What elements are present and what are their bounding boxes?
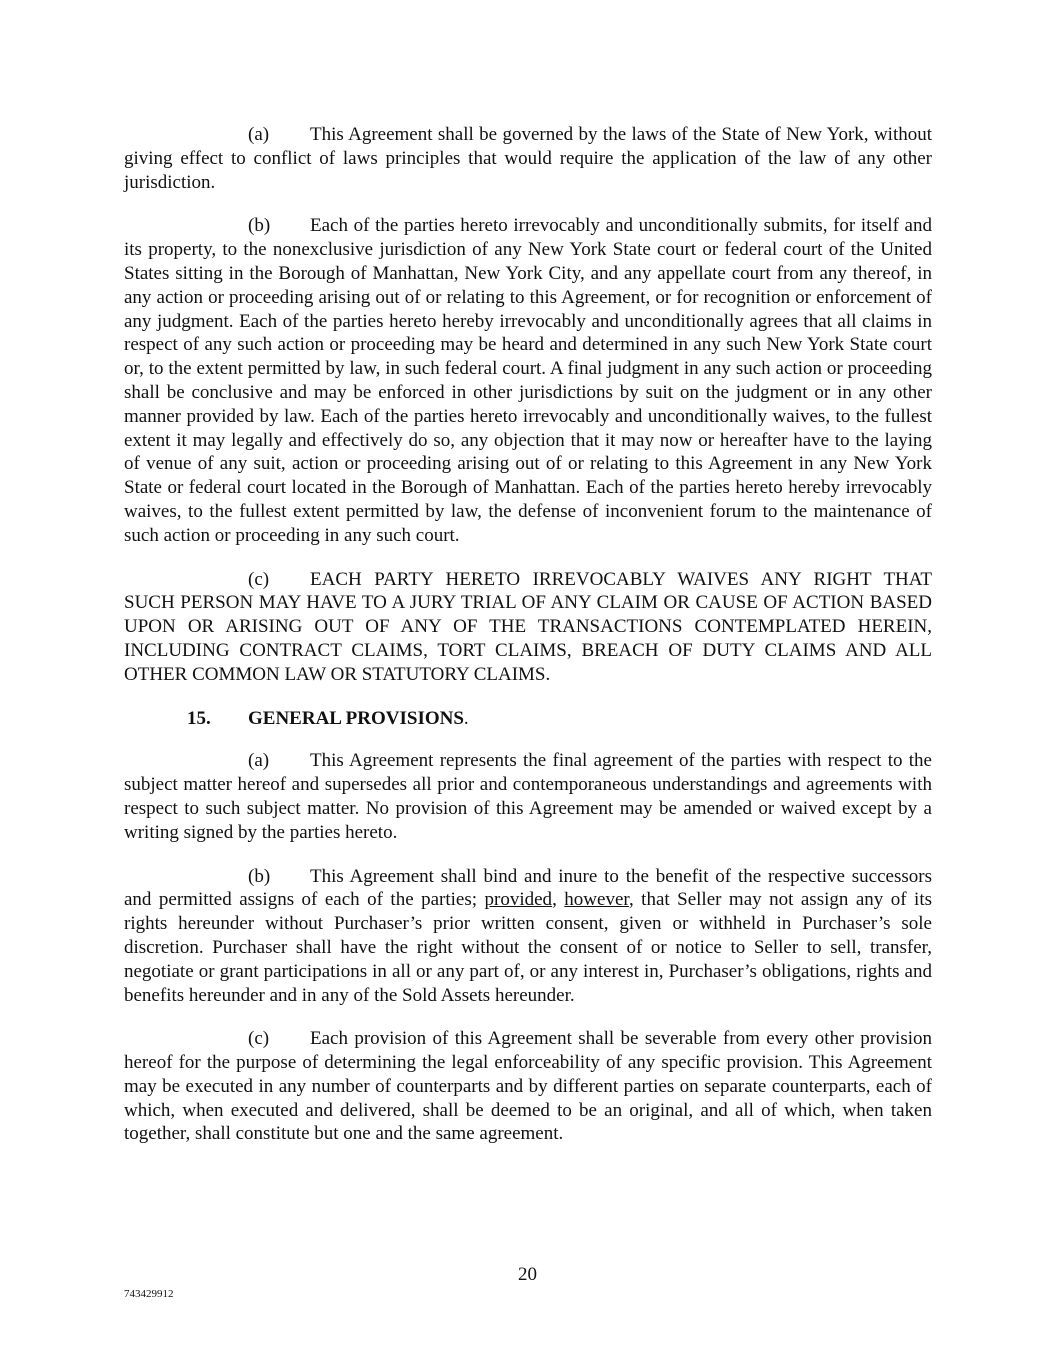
paragraph-text: This Agreement represents the final agreement of the parties with respect to the subject matter hereof and supersedes all prior and contemporaneous understandings and agreements with respect to such subject matter. No provision of this Agreement may be amended or waived except by a writing signed by the parties hereto. [124,750,932,843]
paragraph-successors-assigns [124,865,932,1008]
paragraph-label: (b) [248,865,271,887]
document-id: 743429912 [124,1288,174,1300]
paragraph-text: This Agreement shall be governed by the laws of the State of New York, without giving effect to conflict of laws principles that would require the application of the law of any other jurisdiction. [124,124,932,193]
paragraph-label: (a) [248,750,270,772]
page-number: 20 [518,1264,537,1285]
paragraph-text-part-1: This Agreement shall bind and inure to the benefit of the respective successors and permitted assigns of each of the parties; [124,865,932,911]
section-heading [124,707,932,731]
document-body [124,123,932,1166]
underlined-however: however [564,889,629,911]
section-title: GENERAL PROVISIONS [248,707,464,729]
paragraph-label: (c) [248,568,270,590]
paragraph-text: EACH PARTY HERETO IRREVOCABLY WAIVES ANY RIGHT THAT SUCH PERSON MAY HAVE TO A JURY TRIAL OF ANY CLAIM OR CAUSE OF ACTION BASED UPON OR ARISING OUT OF ANY OF THE TRANSACTIONS CONTEMPLATED HEREIN, INCLUDING CONTRACT CLAIMS, TORT CLAIMS, BREACH OF DUTY CLAIMS AND ALL OTHER COMMON LAW OR STATUTORY CLAIMS. [124,568,932,685]
underlined-provided: provided [484,889,553,911]
paragraph-label: (b) [248,215,271,237]
paragraph-jurisdiction [124,214,932,547]
paragraph-text: Each provision of this Agreement shall be severable from every other provision hereof for the purpose of determining the legal enforceability of any specific provision. This Agreement may be executed in any number of counterparts and by different parties on separate counterparts, each of which, when executed and delivered, shall be deemed to be an original, and all of which, when taken together, shall constitute but one and the same agreement. [124,1028,932,1145]
paragraph-text-part-2: , that Seller may not assign any of its rights hereunder without Purchaser’s prior written consent, given or withheld in Purchaser’s sole discretion. Purchaser shall have the right without the consent of or notice to Seller to sell, transfer, negotiate or grant participations in all or any part of, or any interest in, Purchaser’s obligations, rights and benefits hereunder and in any of the Sold Assets hereunder. [124,889,933,1006]
paragraph-label: (c) [248,1028,270,1050]
paragraph-governing-law [124,123,932,194]
paragraph-label: (a) [248,124,270,145]
section-number: 15. [187,707,211,729]
paragraph-entire-agreement [124,749,932,844]
paragraph-jury-waiver [124,568,932,687]
paragraph-severability [124,1027,932,1146]
section-title-period: . [463,707,469,729]
comma-separator: , [552,889,565,911]
paragraph-text: Each of the parties hereto irrevocably and unconditionally submits, for itself and its property, to the nonexclusive jurisdiction of any New York State court or federal court of the United States sitting in the Borough of Manhattan, New York City, and any appellate court from any thereof, in any action or proceeding arising out of or relating to this Agreement, or for recognition or enforcement of any judgment. Each of the parties hereto hereby irrevocably and unconditionally agrees that all claims in respect of any such action or proceeding may be heard and determined in any such New York State court or, to the extent permitted by law, in such federal court. A final judgment in any such action or proceeding shall be conclusive and may be enforced in other jurisdictions by suit on the judgment or in any other manner provided by law. Each of the parties hereto irrevocably and unconditionally waives, to the fullest extent it may legally and effectively do so, any objection that it may now or hereafter have to the laying of venue of any suit, action or proceeding arising out of or relating to this Agreement in any New York State or federal court located in the Borough of Manhattan. Each of the parties hereto hereby irrevocably waives, to the fullest extent permitted by law, the defense of inconvenient forum to the maintenance of such action or proceeding in any such court. [124,215,932,546]
